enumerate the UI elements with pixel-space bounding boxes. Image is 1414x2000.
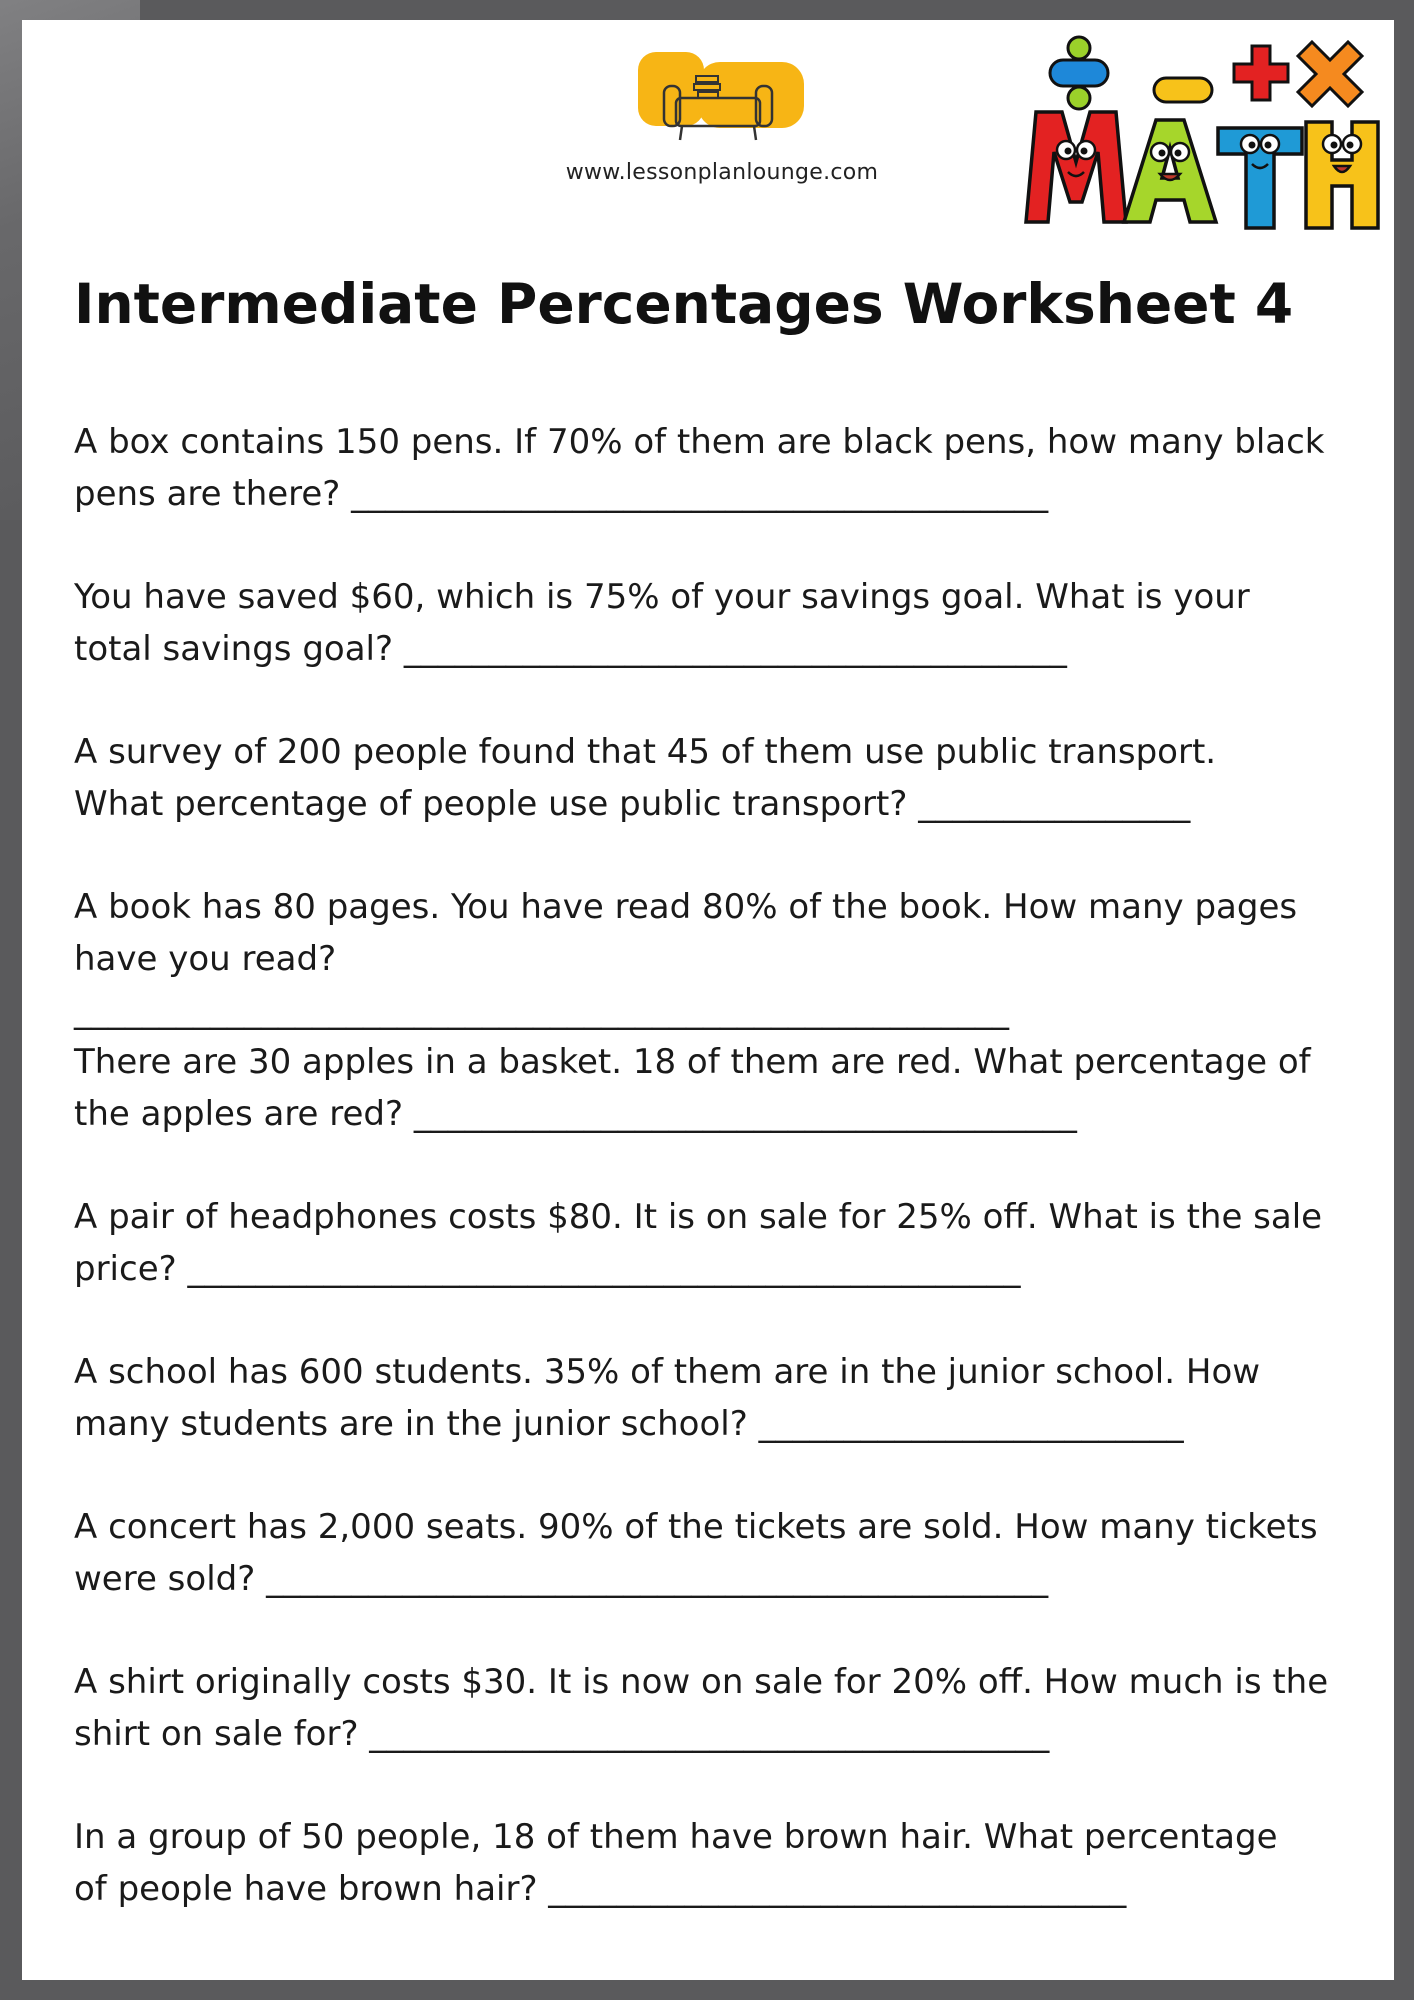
question-answer-line: pens are there? _________________________________________ [74,474,1049,514]
lesson-plan-lounge-logo [532,48,912,198]
multiply-icon [1298,42,1362,106]
question-item-9 [74,1656,1364,1811]
website-url: www.lessonplanlounge.com [565,160,879,185]
question-answer-line: of people have brown hair? __________________________________ [74,1869,1127,1909]
worksheet-page [22,20,1394,1980]
question-item-7 [74,1346,1364,1501]
divide-dot-icon [1068,37,1090,59]
minus-symbol [1050,60,1108,86]
question-item-1 [74,416,1364,571]
question-item-2 [74,571,1364,726]
question-item-8 [74,1501,1364,1656]
question-text: A shirt originally costs $30. It is now on sale for 20% off. How much is the [74,1662,1329,1702]
question-item-4 [74,881,1364,1036]
question-item-5 [74,1036,1364,1191]
question-answer-line: many students are in the junior school? _________________________ [74,1404,1184,1444]
question-item-3 [74,726,1364,881]
letter-a [1124,120,1216,222]
question-answer-line: _______________________________________________________ [74,991,1009,1031]
question-text: In a group of 50 people, 18 of them have brown hair. What percentage [74,1817,1278,1857]
question-text: You have saved $60, which is 75% of your savings goal. What is your [74,577,1250,617]
question-answer-line: price? _________________________________________________ [74,1249,1021,1289]
question-answer-line: What percentage of people use public transport? ________________ [74,784,1191,824]
question-text: There are 30 apples in a basket. 18 of them are red. What percentage of [74,1042,1311,1082]
question-item-10 [74,1811,1364,1966]
question-item-6 [74,1191,1364,1346]
sofa-icon [636,48,808,152]
question-text: A school has 600 students. 35% of them are in the junior school. How [74,1352,1261,1392]
question-text: A concert has 2,000 seats. 90% of the tickets are sold. How many tickets [74,1507,1318,1547]
question-list [74,416,1364,1966]
letter-m [1026,112,1126,222]
question-text: A book has 80 pages. You have read 80% of the book. How many pages [74,887,1298,927]
question-answer-line: the apples are red? _______________________________________ [74,1094,1077,1134]
question-answer-line: shirt on sale for? ________________________________________ [74,1714,1050,1754]
question-text: A box contains 150 pens. If 70% of them are black pens, how many black [74,422,1325,462]
question-answer-line: were sold? ______________________________________________ [74,1559,1049,1599]
question-answer-line: total savings goal? _______________________________________ [74,629,1067,669]
plus-icon [1234,46,1288,100]
question-text: A survey of 200 people found that 45 of them use public transport. [74,732,1217,772]
page-title: Intermediate Percentages Worksheet 4 [74,272,1294,336]
question-text: A pair of headphones costs $80. It is on sale for 25% off. What is the sale [74,1197,1323,1237]
question-text: have you read? [74,939,337,979]
letter-h [1306,122,1378,228]
math-characters-illustration [1012,32,1384,242]
divide-dot-icon [1068,87,1090,109]
equals-symbol [1154,78,1212,102]
